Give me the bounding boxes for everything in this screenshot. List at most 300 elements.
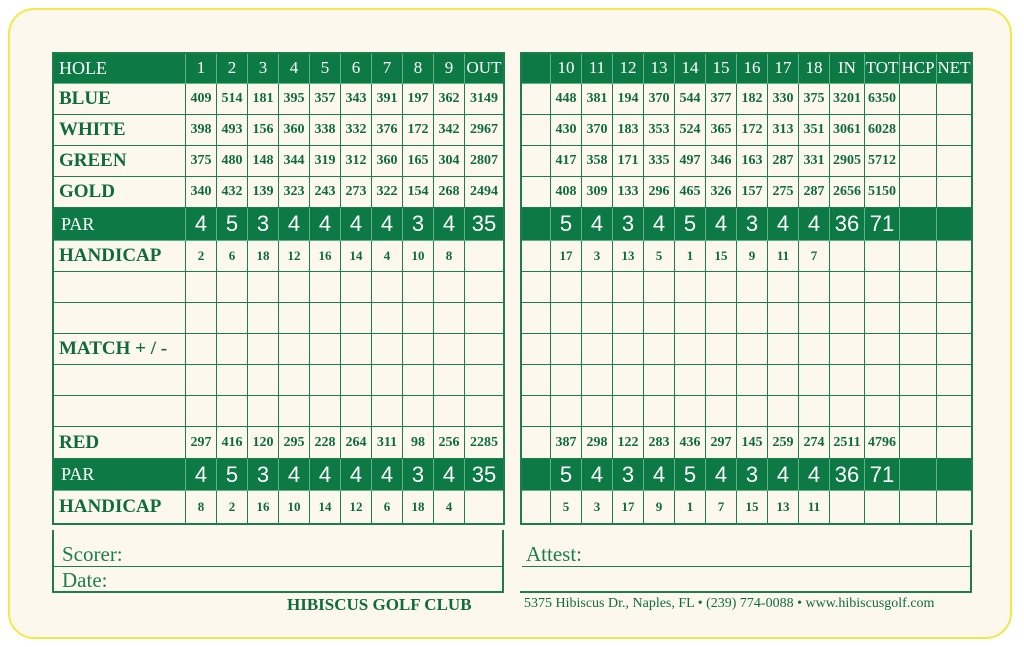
front-yard-r1-c10: 3149: [465, 84, 504, 115]
back-par-r13-c10: 36: [830, 459, 865, 491]
front-hcp-r6-c7: 4: [372, 241, 403, 272]
back-blank-r8-c2[interactable]: [582, 303, 613, 334]
front-blank-r10-c4[interactable]: [279, 365, 310, 396]
back-header-r0-c6: 15: [706, 53, 737, 84]
back-blank-r7-c4[interactable]: [644, 272, 675, 303]
back-yard-r12-c10: 2511: [830, 427, 865, 459]
front-hcp-r6-c0: HANDICAP: [53, 241, 186, 272]
back-hcp-r14-c8: 13: [768, 491, 799, 524]
back-blank-r8-c9[interactable]: [799, 303, 830, 334]
front-par-r5-c6: 4: [341, 208, 372, 241]
front-blank-r9-c1[interactable]: [186, 334, 217, 365]
front-blank-r7-c5[interactable]: [310, 272, 341, 303]
back-header-r0-c1: 10: [551, 53, 582, 84]
front-blank-r11-c6[interactable]: [341, 396, 372, 427]
front-blank-r7-c4[interactable]: [279, 272, 310, 303]
back-blank-r7-c5[interactable]: [675, 272, 706, 303]
back-yard-r2-c2: 370: [582, 115, 613, 146]
front-par-r5-c1: 4: [186, 208, 217, 241]
back-yard-r12-c9: 274: [799, 427, 830, 459]
front-blank-r10-c10[interactable]: [465, 365, 504, 396]
back-yard-r4-c13: [937, 177, 972, 208]
back-blank-r8-c4[interactable]: [644, 303, 675, 334]
front-blank-r11-c5[interactable]: [310, 396, 341, 427]
back-blank-r11-c1[interactable]: [551, 396, 582, 427]
back-yard-r12-c8: 259: [768, 427, 799, 459]
front-hcp-r14-c3: 16: [248, 491, 279, 524]
back-blank-r11-c4[interactable]: [644, 396, 675, 427]
front-blank-r7-c1[interactable]: [186, 272, 217, 303]
front-yard-r1-c4: 395: [279, 84, 310, 115]
back-blank-r11-c13[interactable]: [937, 396, 972, 427]
front-blank-r9-c6[interactable]: [341, 334, 372, 365]
front-blank-r8-c9[interactable]: [434, 303, 465, 334]
front-hcp-r6-c2: 6: [217, 241, 248, 272]
front-hcp-r6-c9: 8: [434, 241, 465, 272]
back-header-r0-c3: 12: [613, 53, 644, 84]
front-blank-r11-c3[interactable]: [248, 396, 279, 427]
back-par-r5-c9: 4: [799, 208, 830, 241]
front-blank-r9-c4[interactable]: [279, 334, 310, 365]
back-blank-r7-c8[interactable]: [768, 272, 799, 303]
back-par-r5-c13: [937, 208, 972, 241]
back-yard-r2-c7: 172: [737, 115, 768, 146]
front-yard-r4-c5: 243: [310, 177, 341, 208]
back-blank-r10-c0: [521, 365, 551, 396]
back-yard-r1-c13: [937, 84, 972, 115]
front-blank-r7-c8[interactable]: [403, 272, 434, 303]
back-yard-r12-c11: 4796: [865, 427, 900, 459]
back-header-r0-c0: [521, 53, 551, 84]
back-blank-r10-c11[interactable]: [865, 365, 900, 396]
back-blank-r9-c11[interactable]: [865, 334, 900, 365]
front-yard-r2-c8: 172: [403, 115, 434, 146]
front-hcp-r14-c2: 2: [217, 491, 248, 524]
back-yard-r1-c8: 330: [768, 84, 799, 115]
front-hcp-r14-c0: HANDICAP: [53, 491, 186, 524]
front-blank-r7-c0: [53, 272, 186, 303]
front-hcp-r6-c1: 2: [186, 241, 217, 272]
back-blank-r8-c5[interactable]: [675, 303, 706, 334]
back-blank-r9-c10[interactable]: [830, 334, 865, 365]
back-blank-r9-c13[interactable]: [937, 334, 972, 365]
back-par-r5-c7: 3: [737, 208, 768, 241]
scorer-line: [54, 566, 502, 567]
front-yard-r3-c1: 375: [186, 146, 217, 177]
back-yard-r4-c12: [900, 177, 937, 208]
back-hcp-r14-c1: 5: [551, 491, 582, 524]
back-blank-r9-c5[interactable]: [675, 334, 706, 365]
back-blank-r8-c11[interactable]: [865, 303, 900, 334]
front-blank-r9-c9[interactable]: [434, 334, 465, 365]
back-blank-r7-c1[interactable]: [551, 272, 582, 303]
front-yard-r3-c10: 2807: [465, 146, 504, 177]
back-blank-r9-c4[interactable]: [644, 334, 675, 365]
front-blank-r10-c7[interactable]: [372, 365, 403, 396]
front-hcp-r14-c6: 12: [341, 491, 372, 524]
back-header-r0-c4: 13: [644, 53, 675, 84]
back-yard-r1-c4: 370: [644, 84, 675, 115]
back-hcp-r6-c11: [865, 241, 900, 272]
front-blank-r8-c1[interactable]: [186, 303, 217, 334]
back-blank-r10-c2[interactable]: [582, 365, 613, 396]
back-blank-r11-c8[interactable]: [768, 396, 799, 427]
back-blank-r7-c9[interactable]: [799, 272, 830, 303]
back-blank-r10-c5[interactable]: [675, 365, 706, 396]
back-blank-r9-c9[interactable]: [799, 334, 830, 365]
back-yard-r3-c5: 497: [675, 146, 706, 177]
front-blank-r11-c2[interactable]: [217, 396, 248, 427]
back-header-r0-c9: 18: [799, 53, 830, 84]
back-par-r5-c5: 5: [675, 208, 706, 241]
back-blank-r8-c7[interactable]: [737, 303, 768, 334]
front-yard-r1-c2: 514: [217, 84, 248, 115]
back-blank-r10-c6[interactable]: [706, 365, 737, 396]
front-blank-r7-c9[interactable]: [434, 272, 465, 303]
back-yard-r3-c4: 335: [644, 146, 675, 177]
back-blank-r9-c6[interactable]: [706, 334, 737, 365]
front-yard-r12-c0: RED: [53, 427, 186, 459]
front-par-r13-c5: 4: [310, 459, 341, 491]
back-hcp-r14-c12: [900, 491, 937, 524]
front-header-r0-c3: 3: [248, 53, 279, 84]
back-hcp-r6-c5: 1: [675, 241, 706, 272]
back-blank-r9-c2[interactable]: [582, 334, 613, 365]
back-blank-r11-c2[interactable]: [582, 396, 613, 427]
back-yard-r4-c9: 287: [799, 177, 830, 208]
back-yard-r1-c12: [900, 84, 937, 115]
front-blank-r11-c7[interactable]: [372, 396, 403, 427]
back-yard-r4-c5: 465: [675, 177, 706, 208]
front-yard-r3-c2: 480: [217, 146, 248, 177]
back-blank-r11-c7[interactable]: [737, 396, 768, 427]
front-par-r5-c0: PAR: [53, 208, 186, 241]
back-header-r0-c5: 14: [675, 53, 706, 84]
back-blank-r9-c1[interactable]: [551, 334, 582, 365]
back-blank-r9-c8[interactable]: [768, 334, 799, 365]
back-par-r13-c2: 4: [582, 459, 613, 491]
back-yard-r1-c6: 377: [706, 84, 737, 115]
front-par-r13-c0: PAR: [53, 459, 186, 491]
front-blank-r10-c0: [53, 365, 186, 396]
front-blank-r10-c1[interactable]: [186, 365, 217, 396]
front-yard-r1-c5: 357: [310, 84, 341, 115]
front-yard-r2-c2: 493: [217, 115, 248, 146]
back-blank-r8-c12[interactable]: [900, 303, 937, 334]
front-par-r13-c8: 3: [403, 459, 434, 491]
front-blank-r10-c8[interactable]: [403, 365, 434, 396]
date-label: Date:: [62, 568, 108, 592]
back-blank-r10-c12[interactable]: [900, 365, 937, 396]
back-yard-r2-c8: 313: [768, 115, 799, 146]
back-blank-r7-c3[interactable]: [613, 272, 644, 303]
front-par-r5-c9: 4: [434, 208, 465, 241]
back-blank-r11-c10[interactable]: [830, 396, 865, 427]
front-header-r0-c1: 1: [186, 53, 217, 84]
front-par-r13-c7: 4: [372, 459, 403, 491]
back-header-r0-c2: 11: [582, 53, 613, 84]
attest-label: Attest:: [526, 542, 582, 566]
back-hcp-r14-c0: [521, 491, 551, 524]
front-hcp-r14-c4: 10: [279, 491, 310, 524]
back-yard-r3-c7: 163: [737, 146, 768, 177]
back-par-r5-c1: 5: [551, 208, 582, 241]
back-hcp-r14-c11: [865, 491, 900, 524]
back-hcp-r14-c10: [830, 491, 865, 524]
front-yard-r12-c4: 295: [279, 427, 310, 459]
back-blank-r10-c8[interactable]: [768, 365, 799, 396]
back-blank-r10-c13[interactable]: [937, 365, 972, 396]
back-blank-r11-c11[interactable]: [865, 396, 900, 427]
front-yard-r2-c5: 338: [310, 115, 341, 146]
front-yard-r2-c9: 342: [434, 115, 465, 146]
back-yard-r1-c7: 182: [737, 84, 768, 115]
back-hcp-r14-c13: [937, 491, 972, 524]
back-yard-r2-c11: 6028: [865, 115, 900, 146]
front-hcp-r14-c1: 8: [186, 491, 217, 524]
front-header-r0-c7: 7: [372, 53, 403, 84]
front-yard-r3-c9: 304: [434, 146, 465, 177]
back-blank-r8-c3[interactable]: [613, 303, 644, 334]
back-hcp-r14-c4: 9: [644, 491, 675, 524]
front-par-r13-c1: 4: [186, 459, 217, 491]
back-hcp-r14-c3: 17: [613, 491, 644, 524]
back-yard-r12-c2: 298: [582, 427, 613, 459]
front-yard-r3-c8: 165: [403, 146, 434, 177]
back-blank-r8-c8[interactable]: [768, 303, 799, 334]
back-yard-r12-c7: 145: [737, 427, 768, 459]
back-blank-r8-c10[interactable]: [830, 303, 865, 334]
back-blank-r9-c3[interactable]: [613, 334, 644, 365]
front-yard-r12-c6: 264: [341, 427, 372, 459]
back-header-r0-c13: NET: [937, 53, 972, 84]
back-yard-r3-c10: 2905: [830, 146, 865, 177]
back-hcp-r6-c9: 7: [799, 241, 830, 272]
back-header-r0-c8: 17: [768, 53, 799, 84]
front-blank-r8-c6[interactable]: [341, 303, 372, 334]
front-header-r0-c2: 2: [217, 53, 248, 84]
back-par-r5-c6: 4: [706, 208, 737, 241]
back-blank-r9-c0: [521, 334, 551, 365]
front-blank-r8-c4[interactable]: [279, 303, 310, 334]
back-blank-r7-c6[interactable]: [706, 272, 737, 303]
front-par-r13-c9: 4: [434, 459, 465, 491]
back-yard-r3-c1: 417: [551, 146, 582, 177]
back-blank-r8-c13[interactable]: [937, 303, 972, 334]
scorer-label: Scorer:: [62, 542, 123, 566]
front-yard-r4-c0: GOLD: [53, 177, 186, 208]
front-blank-r8-c10[interactable]: [465, 303, 504, 334]
front-yard-r12-c2: 416: [217, 427, 248, 459]
front-blank-r9-c7[interactable]: [372, 334, 403, 365]
back-blank-r10-c3[interactable]: [613, 365, 644, 396]
front-blank-r8-c2[interactable]: [217, 303, 248, 334]
front-blank-r11-c8[interactable]: [403, 396, 434, 427]
back-hcp-r14-c5: 1: [675, 491, 706, 524]
back-blank-r8-c1[interactable]: [551, 303, 582, 334]
front-header-r0-c5: 5: [310, 53, 341, 84]
back-blank-r11-c12[interactable]: [900, 396, 937, 427]
front-yard-r12-c5: 228: [310, 427, 341, 459]
back-blank-r7-c13[interactable]: [937, 272, 972, 303]
back-blank-r11-c0: [521, 396, 551, 427]
club-name: HIBISCUS GOLF CLUB: [287, 595, 472, 614]
back-par-r13-c6: 4: [706, 459, 737, 491]
back-yard-r1-c1: 448: [551, 84, 582, 115]
front-blank-r7-c2[interactable]: [217, 272, 248, 303]
front-par-r5-c3: 3: [248, 208, 279, 241]
front-blank-r7-c3[interactable]: [248, 272, 279, 303]
front-blank-r11-c10[interactable]: [465, 396, 504, 427]
front-yard-r1-c8: 197: [403, 84, 434, 115]
back-blank-r7-c7[interactable]: [737, 272, 768, 303]
back-par-r5-c8: 4: [768, 208, 799, 241]
front-blank-r7-c7[interactable]: [372, 272, 403, 303]
front-yard-r3-c0: GREEN: [53, 146, 186, 177]
front-blank-r7-c6[interactable]: [341, 272, 372, 303]
front-blank-r10-c9[interactable]: [434, 365, 465, 396]
front-blank-r9-c10[interactable]: [465, 334, 504, 365]
front-yard-r12-c3: 120: [248, 427, 279, 459]
back-par-r5-c0: [521, 208, 551, 241]
front-blank-r10-c6[interactable]: [341, 365, 372, 396]
back-blank-r11-c6[interactable]: [706, 396, 737, 427]
back-yard-r2-c10: 3061: [830, 115, 865, 146]
back-par-r13-c3: 3: [613, 459, 644, 491]
front-hcp-r14-c9: 4: [434, 491, 465, 524]
back-yard-r12-c6: 297: [706, 427, 737, 459]
back-yard-r1-c9: 375: [799, 84, 830, 115]
back-yard-r3-c0: [521, 146, 551, 177]
front-blank-r9-c8[interactable]: [403, 334, 434, 365]
front-blank-r10-c5[interactable]: [310, 365, 341, 396]
front-blank-r9-c0: MATCH + / -: [53, 334, 186, 365]
front-blank-r9-c5[interactable]: [310, 334, 341, 365]
back-par-r13-c8: 4: [768, 459, 799, 491]
back-header-r0-c12: HCP: [900, 53, 937, 84]
back-yard-r2-c6: 365: [706, 115, 737, 146]
front-yard-r12-c8: 98: [403, 427, 434, 459]
front-yard-r4-c3: 139: [248, 177, 279, 208]
front-par-r13-c2: 5: [217, 459, 248, 491]
back-blank-r11-c3[interactable]: [613, 396, 644, 427]
back-yard-r4-c6: 326: [706, 177, 737, 208]
back-hcp-r14-c9: 11: [799, 491, 830, 524]
front-blank-r11-c1[interactable]: [186, 396, 217, 427]
back-yard-r4-c10: 2656: [830, 177, 865, 208]
back-par-r13-c11: 71: [865, 459, 900, 491]
back-blank-r11-c9[interactable]: [799, 396, 830, 427]
back-blank-r11-c5[interactable]: [675, 396, 706, 427]
front-yard-r4-c10: 2494: [465, 177, 504, 208]
front-blank-r11-c9[interactable]: [434, 396, 465, 427]
back-yard-r1-c5: 544: [675, 84, 706, 115]
front-yard-r4-c9: 268: [434, 177, 465, 208]
back-blank-r7-c11[interactable]: [865, 272, 900, 303]
front-blank-r8-c8[interactable]: [403, 303, 434, 334]
back-blank-r9-c7[interactable]: [737, 334, 768, 365]
back-yard-r12-c0: [521, 427, 551, 459]
front-par-r5-c7: 4: [372, 208, 403, 241]
front-blank-r10-c3[interactable]: [248, 365, 279, 396]
front-yard-r2-c4: 360: [279, 115, 310, 146]
back-blank-r10-c7[interactable]: [737, 365, 768, 396]
back-blank-r7-c12[interactable]: [900, 272, 937, 303]
back-yard-r2-c4: 353: [644, 115, 675, 146]
back-blank-r8-c0: [521, 303, 551, 334]
back-blank-r7-c0: [521, 272, 551, 303]
front-yard-r3-c3: 148: [248, 146, 279, 177]
back-blank-r10-c10[interactable]: [830, 365, 865, 396]
back-yard-r2-c5: 524: [675, 115, 706, 146]
back-blank-r10-c9[interactable]: [799, 365, 830, 396]
front-yard-r2-c6: 332: [341, 115, 372, 146]
back-yard-r3-c11: 5712: [865, 146, 900, 177]
front-blank-r7-c10[interactable]: [465, 272, 504, 303]
front-blank-r11-c4[interactable]: [279, 396, 310, 427]
front-blank-r10-c2[interactable]: [217, 365, 248, 396]
front-blank-r9-c3[interactable]: [248, 334, 279, 365]
front-header-r0-c10: OUT: [465, 53, 504, 84]
back-yard-r2-c3: 183: [613, 115, 644, 146]
back-hcp-r14-c7: 15: [737, 491, 768, 524]
front-par-r5-c5: 4: [310, 208, 341, 241]
back-blank-r10-c4[interactable]: [644, 365, 675, 396]
front-blank-r8-c3[interactable]: [248, 303, 279, 334]
back-yard-r12-c1: 387: [551, 427, 582, 459]
back-yard-r3-c2: 358: [582, 146, 613, 177]
front-yard-r12-c1: 297: [186, 427, 217, 459]
back-blank-r7-c10[interactable]: [830, 272, 865, 303]
back-blank-r7-c2[interactable]: [582, 272, 613, 303]
front-header-r0-c9: 9: [434, 53, 465, 84]
back-blank-r9-c12[interactable]: [900, 334, 937, 365]
back-par-r13-c5: 5: [675, 459, 706, 491]
front-yard-r2-c1: 398: [186, 115, 217, 146]
back-par-r13-c4: 4: [644, 459, 675, 491]
back-hcp-r6-c4: 5: [644, 241, 675, 272]
back-yard-r3-c13: [937, 146, 972, 177]
back-header-r0-c10: IN: [830, 53, 865, 84]
back-yard-r3-c6: 346: [706, 146, 737, 177]
back-par-r13-c7: 3: [737, 459, 768, 491]
front-blank-r9-c2[interactable]: [217, 334, 248, 365]
club-contact: 5375 Hibiscus Dr., Naples, FL • (239) 774-0088 • www.hibiscusgolf.com: [524, 596, 935, 611]
front-yard-r4-c2: 432: [217, 177, 248, 208]
front-par-r13-c3: 3: [248, 459, 279, 491]
front-yard-r4-c8: 154: [403, 177, 434, 208]
front-yard-r2-c7: 376: [372, 115, 403, 146]
front-hcp-r6-c4: 12: [279, 241, 310, 272]
front-yard-r3-c4: 344: [279, 146, 310, 177]
back-yard-r12-c4: 283: [644, 427, 675, 459]
front-hcp-r14-c7: 6: [372, 491, 403, 524]
back-yard-r4-c2: 309: [582, 177, 613, 208]
back-blank-r8-c6[interactable]: [706, 303, 737, 334]
front-blank-r8-c5[interactable]: [310, 303, 341, 334]
back-yard-r2-c9: 351: [799, 115, 830, 146]
back-yard-r2-c0: [521, 115, 551, 146]
back-yard-r4-c11: 5150: [865, 177, 900, 208]
back-blank-r10-c1[interactable]: [551, 365, 582, 396]
front-blank-r8-c7[interactable]: [372, 303, 403, 334]
front-hcp-r6-c10: [465, 241, 504, 272]
back-hcp-r6-c13: [937, 241, 972, 272]
back-yard-r4-c3: 133: [613, 177, 644, 208]
back-hcp-r14-c2: 3: [582, 491, 613, 524]
front-yard-r1-c6: 343: [341, 84, 372, 115]
front-par-r5-c8: 3: [403, 208, 434, 241]
